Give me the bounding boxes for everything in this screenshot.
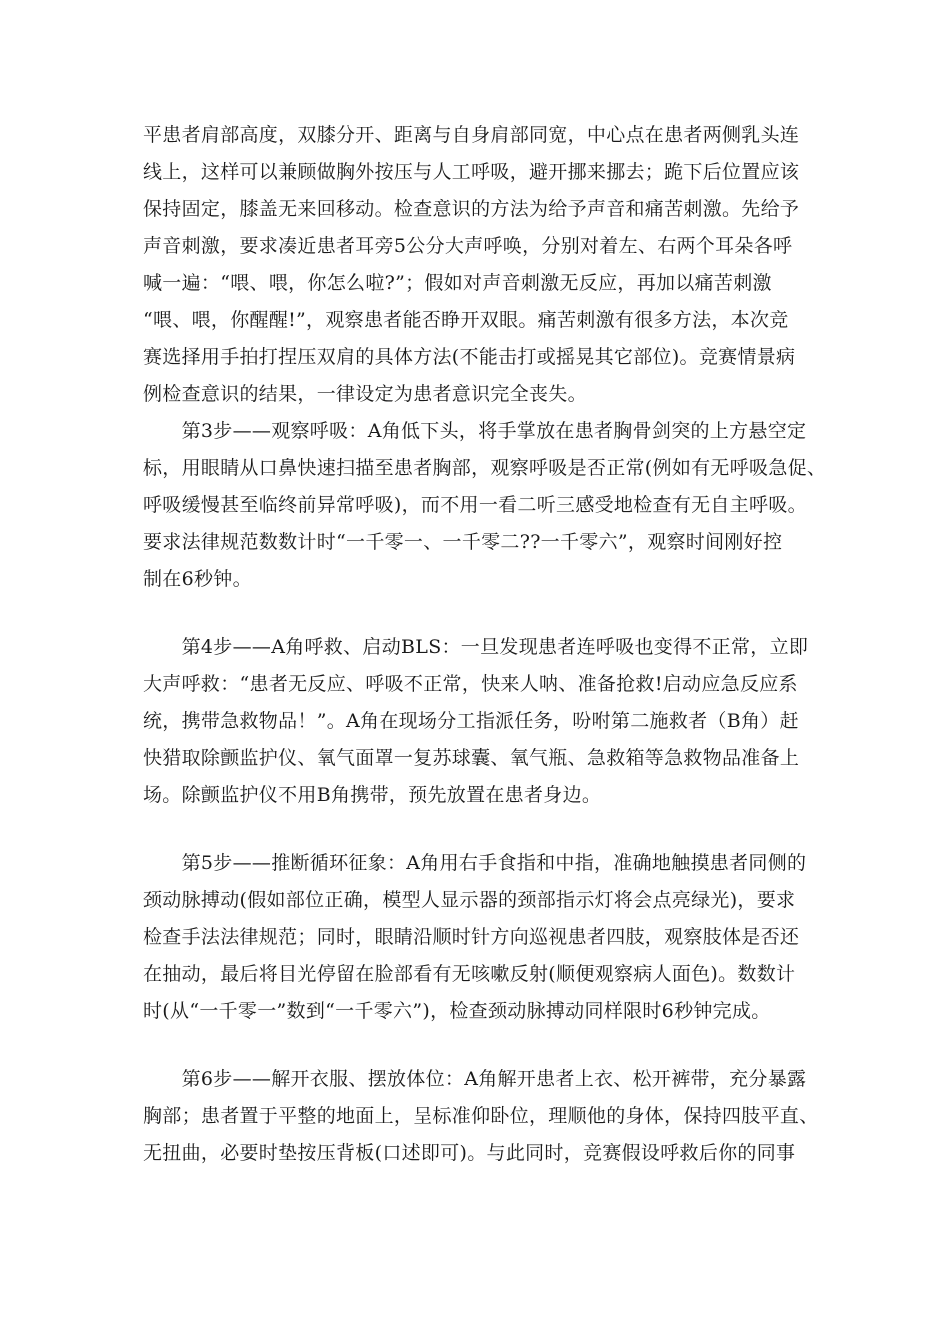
text-line: 在抽动，最后将目光停留在脸部看有无咳嗽反射(顺便观察病人面色)。数数计 bbox=[143, 963, 796, 985]
text-line: 要求法律规范数数计时“一千零一、一千零二??一千零六”，观察时间刚好控 bbox=[143, 531, 783, 553]
text-line: 时(从“一千零一”数到“一千零六”)，检查颈动脉搏动同样限时6秒钟完成。 bbox=[143, 1000, 771, 1022]
text-line: 赛选择用手拍打捏压双肩的具体方法(不能击打或摇晃其它部位)。竞赛情景病 bbox=[143, 346, 796, 368]
text-line: 统，携带急救物品！”。A角在现场分工指派任务，吩咐第二施救者（B角）赶 bbox=[143, 710, 799, 732]
text-line: 大声呼救：“患者无反应、呼吸不正常，快来人呐、准备抢救!启动应急反应系 bbox=[143, 673, 798, 695]
text-line: 胸部；患者置于平整的地面上，呈标准仰卧位，理顺他的身体，保持四肢平直、 bbox=[143, 1105, 819, 1127]
text-line: 颈动脉搏动(假如部位正确，模型人显示器的颈部指示灯将会点亮绿光)，要求 bbox=[143, 889, 796, 911]
text-line: 标，用眼睛从口鼻快速扫描至患者胸部，观察呼吸是否正常(例如有无呼吸急促、 bbox=[143, 457, 827, 479]
text-line: 平患者肩部高度，双膝分开、距离与自身肩部同宽，中心点在患者两侧乳头连 bbox=[143, 124, 800, 146]
text-line: 制在6秒钟。 bbox=[143, 568, 252, 590]
text-line: 保持固定，膝盖无来回移动。检查意识的方法为给予声音和痛苦刺激。先给予 bbox=[143, 198, 800, 220]
text-line: 场。除颤监护仪不用B角携带，预先放置在患者身边。 bbox=[143, 784, 602, 806]
text-line-step4: 第4步——A角呼救、启动BLS：一旦发现患者连呼吸也变得不正常，立即 bbox=[143, 636, 809, 658]
text-line: 无扭曲，必要时垫按压背板(口述即可)。与此同时，竞赛假设呼救后你的同事 bbox=[143, 1142, 796, 1164]
text-line: 声音刺激，要求凑近患者耳旁5公分大声呼唤，分别对着左、右两个耳朵各呼 bbox=[143, 235, 793, 257]
text-line: 喊一遍：“喂、喂，你怎么啦?”；假如对声音刺激无反应，再加以痛苦刺激 bbox=[143, 272, 772, 294]
text-line-step6: 第6步——解开衣服、摆放体位：A角解开患者上衣、松开裤带，充分暴露 bbox=[143, 1068, 807, 1090]
text-line: 线上，这样可以兼顾做胸外按压与人工呼吸，避开挪来挪去；跪下后位置应该 bbox=[143, 161, 800, 183]
text-line: 呼吸缓慢甚至临终前异常呼吸)，而不用一看二听三感受地检查有无自主呼吸。 bbox=[143, 494, 807, 516]
text-line-step3: 第3步——观察呼吸：A角低下头，将手掌放在患者胸骨剑突的上方悬空定 bbox=[143, 420, 807, 442]
text-line-step5: 第5步——推断循环征象：A角用右手食指和中指，准确地触摸患者同侧的 bbox=[143, 852, 807, 874]
text-line: 检查手法法律规范；同时，眼睛沿顺时针方向巡视患者四肢，观察肢体是否还 bbox=[143, 926, 800, 948]
text-line: “喂、喂，你醒醒!”，观察患者能否睁开双眼。痛苦刺激有很多方法，本次竞 bbox=[143, 309, 789, 331]
text-line: 快猎取除颤监护仪、氧气面罩一复苏球囊、氧气瓶、急救箱等急救物品准备上 bbox=[143, 747, 800, 769]
text-line: 例检查意识的结果，一律设定为患者意识完全丧失。 bbox=[143, 383, 587, 405]
